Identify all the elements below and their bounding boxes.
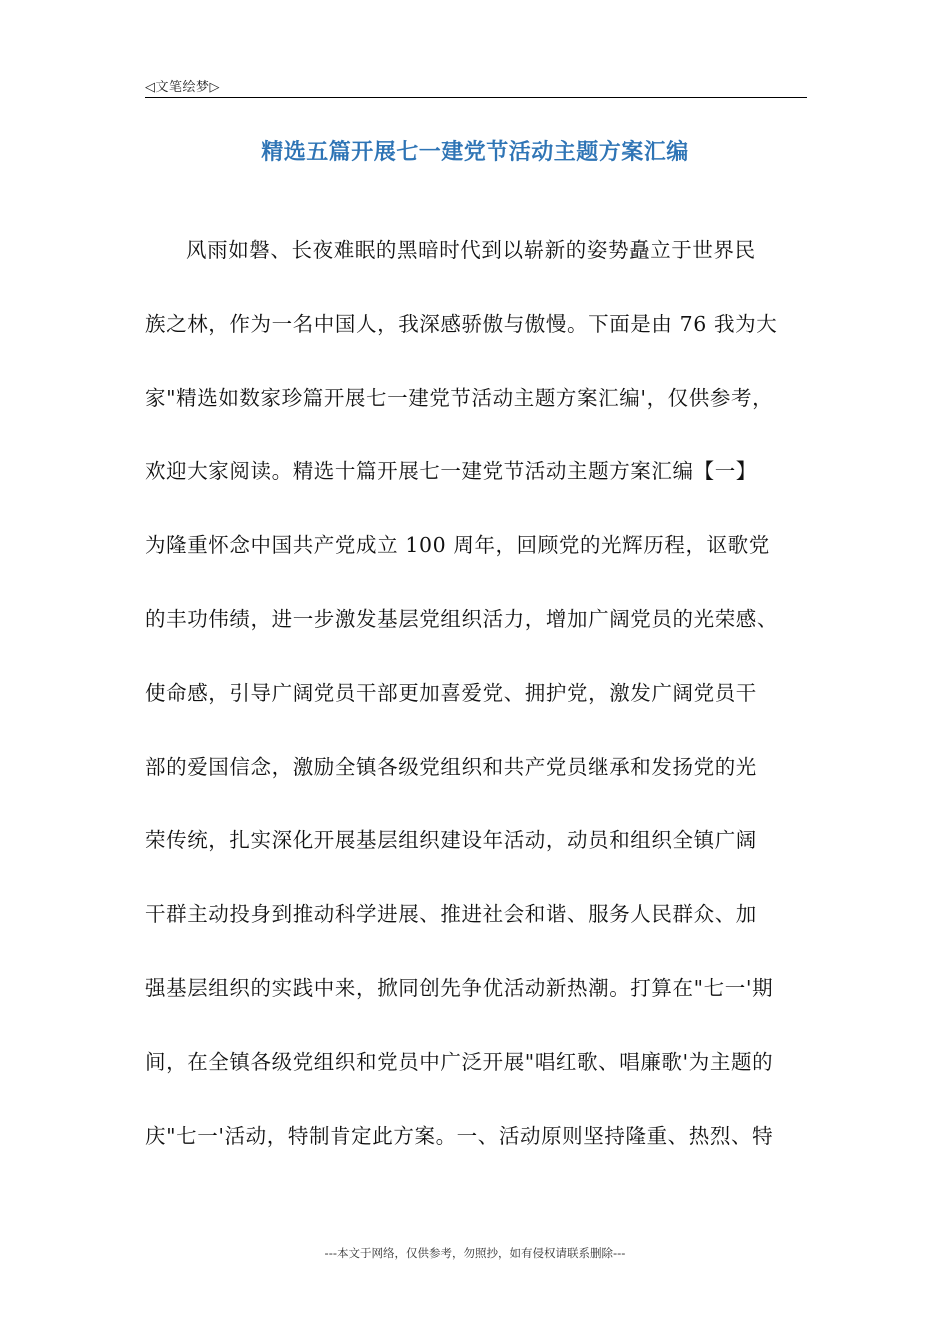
page-footer: ---本文于网络，仅供参考，勿照抄，如有侵权请联系删除---	[324, 1246, 626, 1260]
body-line: 为隆重怀念中国共产党成立 100 周年，回顾党的光辉历程，讴歌党	[145, 533, 770, 558]
body-line: 荣传统，扎实深化开展基层组织建设年活动，动员和组织全镇广阔	[145, 828, 757, 853]
body-line: 家"精选如数家珍篇开展七一建党节活动主题方案汇编'，仅供参考，	[145, 385, 774, 410]
body-line: 使命感，引导广阔党员干部更加喜爱党、拥护党，激发广阔党员干	[145, 680, 757, 705]
body-line: 部的爱国信念，激励全镇各级党组织和共产党员继承和发扬党的光	[145, 754, 757, 779]
body-line: 强基层组织的实践中来，掀同创先争优活动新热潮。打算在"七一'期	[145, 975, 774, 1000]
document-body	[145, 230, 835, 1189]
body-line: 间，在全镇各级党组织和党员中广泛开展"唱红歌、唱廉歌'为主题的	[145, 1049, 774, 1074]
page-header: ◁文笔绘梦▷	[145, 80, 220, 95]
body-line: 风雨如磐、长夜难眠的黑暗时代到以崭新的姿势矗立于世界民	[186, 238, 756, 262]
body-line: 庆"七一'活动，特制肯定此方案。一、活动原则坚持隆重、热烈、特	[145, 1123, 774, 1148]
header-divider	[145, 97, 807, 98]
body-line: 欢迎大家阅读。精选十篇开展七一建党节活动主题方案汇编【一】	[145, 459, 757, 484]
body-line: 干群主动投身到推动科学进展、推进社会和谐、服务人民群众、加	[145, 902, 757, 927]
body-line: 的丰功伟绩，进一步激发基层党组织活力，增加广阔党员的光荣感、	[145, 606, 778, 631]
body-line: 族之林，作为一名中国人，我深感骄傲与傲慢。下面是由 76 我为大	[145, 311, 778, 336]
document-title: 精选五篇开展七一建党节活动主题方案汇编	[261, 140, 689, 165]
